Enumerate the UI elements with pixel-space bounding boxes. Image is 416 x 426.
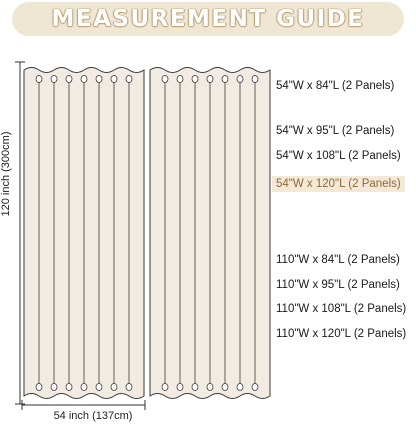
page-title: MEASUREMENT GUIDE	[51, 6, 365, 32]
size-option-selected[interactable]: 54"W x 120"L (2 Panels)	[272, 176, 405, 192]
size-option[interactable]: 110"W x 120"L (2 Panels)	[276, 328, 407, 340]
size-option[interactable]: 54"W x 108"L (2 Panels)	[276, 150, 401, 162]
size-option[interactable]: 110"W x 108"L (2 Panels)	[276, 303, 407, 315]
size-option[interactable]: 54"W x 84"L (2 Panels)	[276, 80, 395, 92]
size-option[interactable]: 110"W x 95"L (2 Panels)	[276, 279, 400, 291]
size-option[interactable]: 110"W x 84"L (2 Panels)	[276, 254, 400, 266]
width-label: 54 inch (137cm)	[53, 410, 133, 422]
size-option[interactable]: 54"W x 95"L (2 Panels)	[276, 125, 395, 137]
height-label: 120 inch (300cm)	[0, 131, 12, 217]
